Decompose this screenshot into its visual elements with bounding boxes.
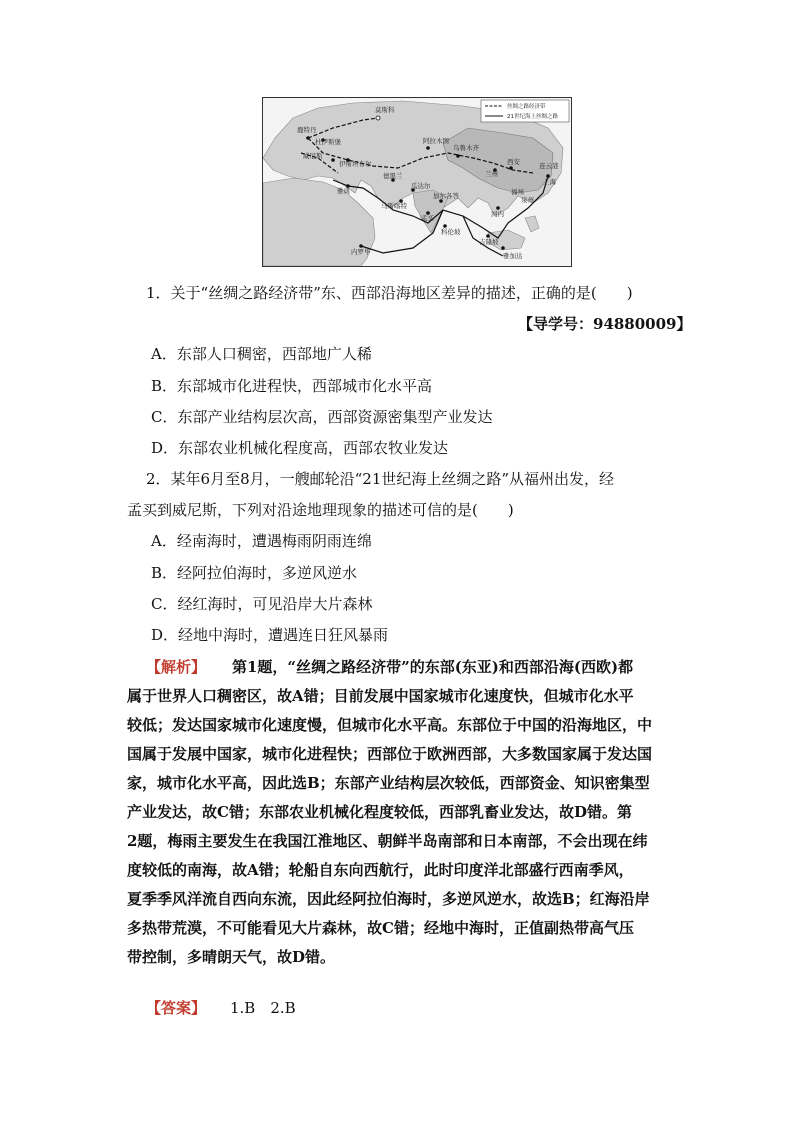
- analysis-tag: 【解析】: [146, 658, 207, 676]
- q2-option-c: C．经红海时，可见沿岸大片森林: [151, 595, 373, 613]
- analysis-line-1: 第1题，“丝绸之路经济带”的东部(东亚)和西部沿海(西欧)都: [232, 658, 634, 676]
- svg-text:西安: 西安: [507, 158, 520, 166]
- svg-text:孟买: 孟买: [421, 214, 434, 222]
- svg-text:杜伊斯堡: 杜伊斯堡: [315, 138, 341, 146]
- svg-text:威尼斯: 威尼斯: [303, 152, 323, 160]
- svg-text:鹿特丹: 鹿特丹: [297, 126, 317, 134]
- svg-text:乌鲁木齐: 乌鲁木齐: [453, 144, 479, 152]
- analysis-line-9: 夏季季风洋流自西向东流，因此经阿拉伯海时，多逆风逆水，故选B；红海沿岸: [127, 890, 650, 908]
- svg-text:河内: 河内: [491, 210, 504, 218]
- svg-text:连云港: 连云港: [539, 162, 559, 170]
- q1-option-b: B．东部城市化进程快，西部城市化水平高: [151, 377, 433, 395]
- analysis-line-3: 较低；发达国家城市化速度慢，但城市化水平高。东部位于中国的沿海地区，中: [127, 716, 653, 734]
- svg-text:泉州: 泉州: [521, 196, 534, 204]
- q1-option-c: C．东部产业结构层次高，西部资源密集型产业发达: [151, 408, 493, 426]
- analysis-line-5: 家，城市化水平高，因此选B；东部产业结构层次较低，西部资金、知识密集型: [127, 774, 650, 792]
- analysis-line-2: 属于世界人口稠密区，故A错；目前发展中国家城市化速度快，但城市化水平: [127, 687, 634, 705]
- q2-stem-line1: 2．某年6月至8月，一艘邮轮沿“21世纪海上丝绸之路”从福州出发，经: [146, 470, 615, 488]
- q1-guide-number: 【导学号：94880009】: [518, 315, 692, 333]
- analysis-line-4: 国属于发展中国家，城市化进程快；西部位于欧洲西部，大多数国家属于发达国: [127, 745, 653, 763]
- silk-road-map: [262, 97, 572, 267]
- q2-option-a: A．经南海时，遭遇梅雨阴雨连绵: [151, 532, 372, 550]
- svg-text:阿拉木图: 阿拉木图: [423, 137, 449, 145]
- q1-stem: 1．关于“丝绸之路经济带”东、西部沿海地区差异的描述，正确的是( ): [146, 284, 633, 302]
- analysis-line-7: 2题，梅雨主要发生在我国江淮地区、朝鲜半岛南部和日本南部，不会出现在纬: [127, 832, 648, 850]
- svg-text:马斯喀特: 马斯喀特: [381, 202, 407, 210]
- svg-text:雅加达: 雅加达: [503, 252, 523, 260]
- svg-text:德黑兰: 德黑兰: [383, 172, 403, 180]
- svg-text:内罗毕: 内罗毕: [351, 248, 371, 256]
- legend-sea-route: 21世纪海上丝绸之路: [507, 114, 558, 120]
- svg-text:科伦坡: 科伦坡: [441, 228, 461, 236]
- answer-text: 1.B 2.B: [230, 999, 296, 1017]
- svg-text:兰州: 兰州: [485, 170, 498, 178]
- svg-text:吉隆坡: 吉隆坡: [479, 238, 499, 246]
- legend-land-route: 丝绸之路经济带: [507, 104, 546, 110]
- svg-text:雅典: 雅典: [337, 187, 350, 195]
- route-map-icon: [263, 98, 571, 266]
- svg-text:上海: 上海: [543, 178, 556, 186]
- q2-option-d: D．经地中海时，遭遇连日狂风暴雨: [151, 626, 389, 644]
- q2-option-b: B．经阿拉伯海时，多逆风逆水: [151, 564, 358, 582]
- analysis-line-6: 产业发达，故C错；东部农业机械化程度较低，西部乳畜业发达，故D错。第: [127, 803, 632, 821]
- answer-tag: 【答案】: [146, 999, 207, 1017]
- svg-text:莫斯科: 莫斯科: [375, 106, 395, 114]
- q1-option-d: D．东部农业机械化程度高，西部农牧业发达: [151, 439, 449, 457]
- svg-text:福州: 福州: [511, 188, 524, 196]
- analysis-line-8: 度较低的南海，故A错；轮船自东向西航行，此时印度洋北部盛行西南季风，: [127, 861, 634, 879]
- svg-text:瓜达尔: 瓜达尔: [411, 182, 431, 190]
- q2-stem-line2: 孟买到威尼斯，下列对沿途地理现象的描述可信的是( ): [127, 501, 514, 519]
- svg-text:加尔各答: 加尔各答: [433, 192, 459, 200]
- analysis-line-10: 多热带荒漠，不可能看见大片森林，故C错；经地中海时，正值副热带高气压: [127, 919, 634, 937]
- svg-text:伊斯坦布尔: 伊斯坦布尔: [339, 160, 372, 168]
- q1-option-a: A．东部人口稠密，西部地广人稀: [151, 345, 372, 363]
- analysis-line-11: 带控制，多晴朗天气，故D错。: [127, 948, 336, 966]
